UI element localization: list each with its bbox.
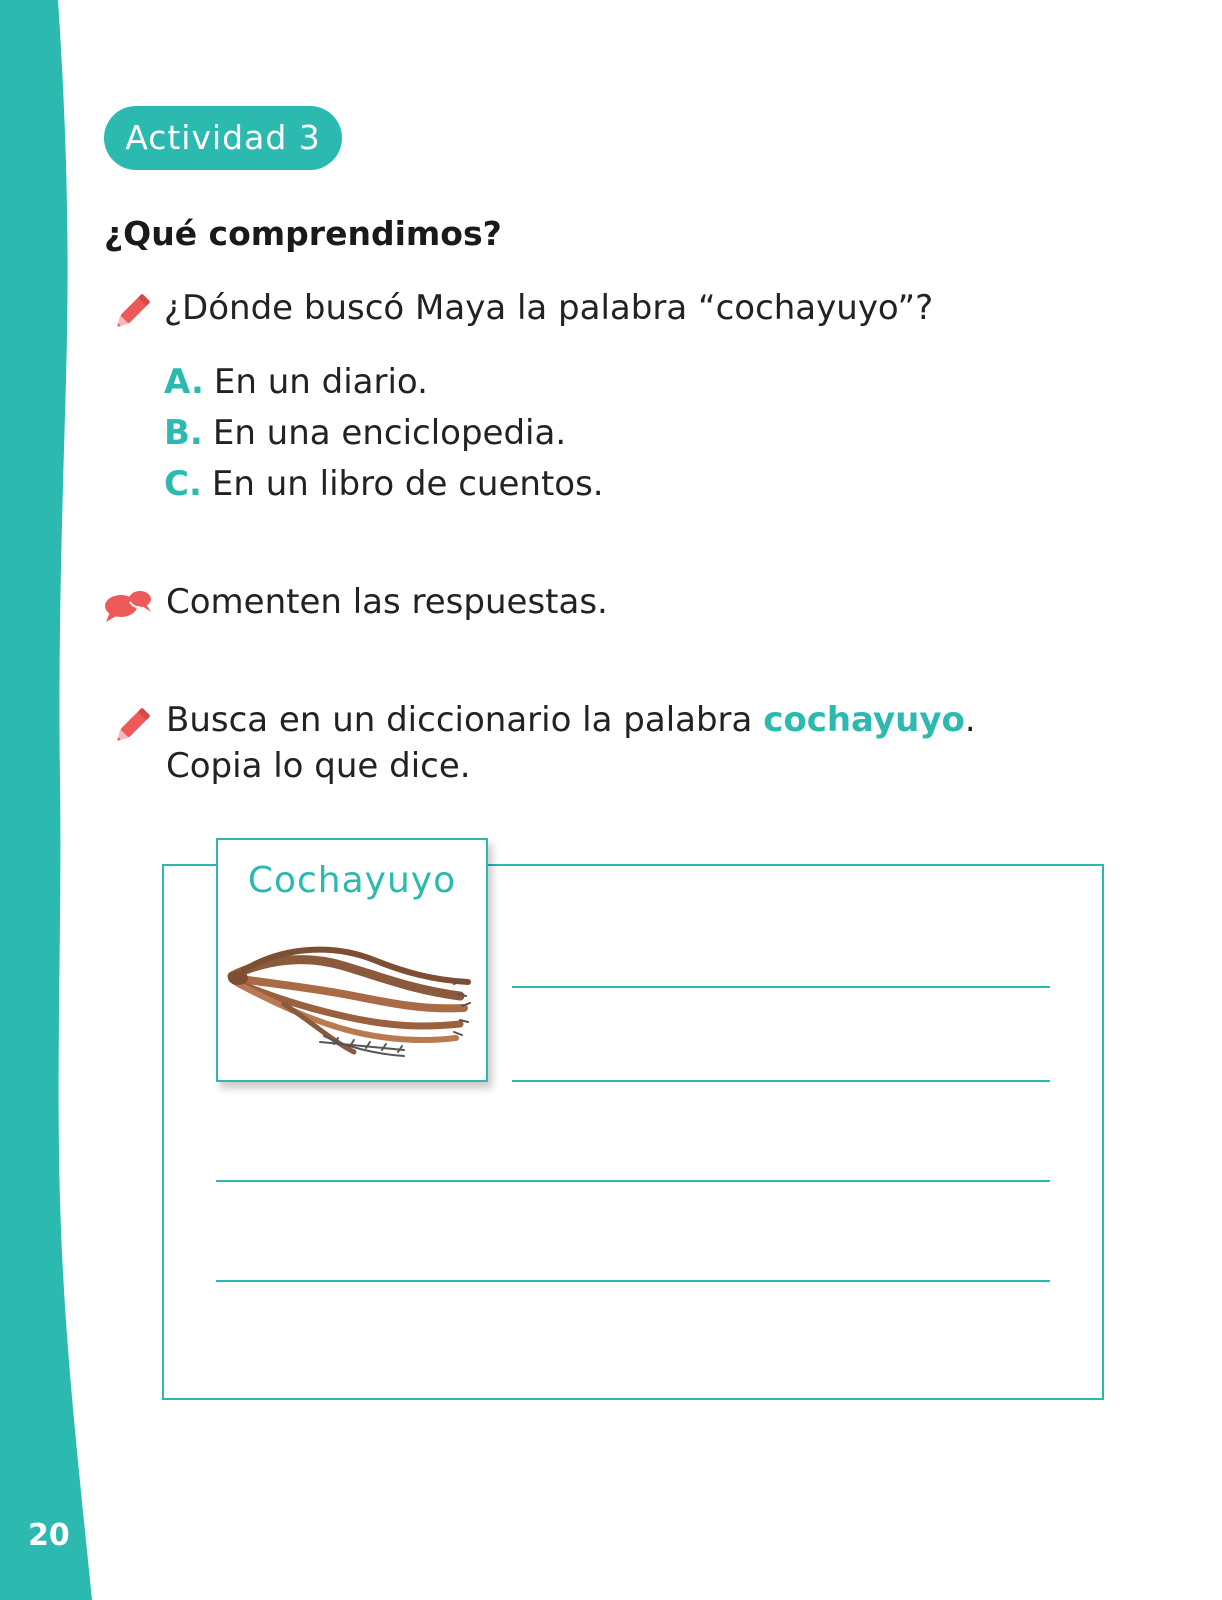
section-heading: ¿Qué comprendimos? [104,214,502,253]
page-number: 20 [28,1518,70,1553]
task-text-suffix: . [964,700,976,740]
pencil-icon [114,702,156,744]
speech-bubbles-icon [104,588,154,624]
word-card [216,838,488,1082]
discussion-text: Comenten las respuestas. [166,582,608,622]
writing-line[interactable] [512,986,1050,988]
task-text: Busca en un diccionario la palabra [166,700,764,740]
answer-options [164,362,604,515]
task-instruction-line1 [166,700,976,740]
question-text: ¿Dónde buscó Maya la palabra “cochayuyo”? [164,288,934,328]
option-c[interactable] [164,464,604,515]
writing-line[interactable] [216,1280,1050,1282]
option-text: En un diario. [213,362,428,402]
option-b[interactable] [164,413,604,464]
activity-badge: Actividad 3 [104,106,342,170]
option-a[interactable] [164,362,604,413]
card-title: Cochayuyo [247,860,457,901]
writing-line[interactable] [512,1080,1050,1082]
option-text: En una enciclopedia. [212,413,567,453]
cochayuyo-seaweed-illustration [224,924,482,1072]
writing-line[interactable] [216,1180,1050,1182]
option-text: En un libro de cuentos. [211,464,604,504]
option-letter: A. [164,362,204,402]
side-band [0,0,110,1600]
option-letter: B. [164,413,203,453]
keyword: cochayuyo [763,700,965,740]
pencil-icon [114,288,156,330]
task-instruction-line2: Copia lo que dice. [166,746,471,786]
option-letter: C. [164,464,202,504]
